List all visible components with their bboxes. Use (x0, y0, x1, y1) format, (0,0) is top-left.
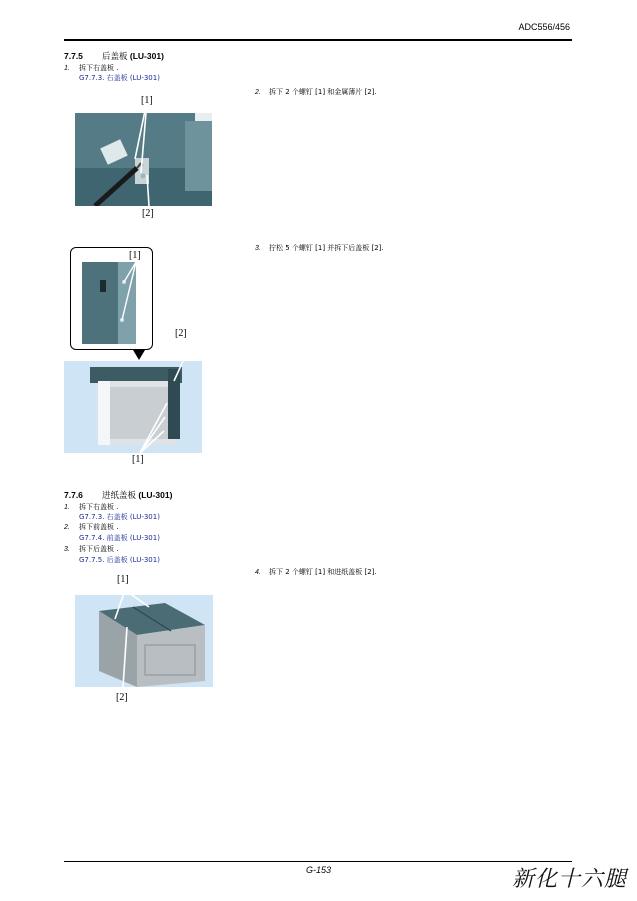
callout-label-2: [2] (175, 328, 187, 339)
photo-rear-cover (64, 361, 202, 453)
callout-label-2: [2] (116, 692, 128, 703)
cross-reference-link[interactable]: G7.7.3. 右盖板 (LU-301) (79, 74, 160, 82)
instruction-step-2: 2. 拆下 2 个螺钉 [1] 和金属薄片 [2]. (255, 88, 377, 96)
step-item: 1. 拆下右盖板 . (64, 64, 119, 72)
cross-reference-link[interactable]: G7.7.3. 右盖板 (LU-301) (79, 513, 160, 521)
section-number: 7.7.6 (64, 490, 83, 500)
instruction-step-4: 4. 拆下 2 个螺钉 [1] 和进纸盖板 [2]. (255, 568, 377, 576)
step-item: 1. 拆下右盖板 . (64, 503, 119, 511)
watermark-signature: 新化十六腿 (511, 867, 627, 892)
step-item: 3. 拆下后盖板 . (64, 545, 119, 553)
header-rule (64, 39, 572, 41)
document-model-header: ADC556/456 (518, 22, 570, 32)
inset-pointer (133, 350, 145, 360)
callout-label-1-bottom: [1] (132, 454, 144, 465)
section-title-7-7-6 (64, 489, 172, 501)
step-item: 2. 拆下前盖板 . (64, 523, 119, 531)
photo-screw-removal (75, 113, 212, 206)
photo-inset-screws (82, 262, 136, 344)
photo-feed-cover (75, 595, 213, 687)
callout-label-1-inset: [1] (129, 250, 141, 261)
section-number: 7.7.5 (64, 51, 83, 61)
footer-rule (64, 861, 572, 862)
section-title-cn: 后盖板 (102, 52, 128, 62)
cross-reference-link[interactable]: G7.7.5. 后盖板 (LU-301) (79, 556, 160, 564)
section-title-7-7-5 (64, 50, 164, 62)
section-title-code: (LU-301) (138, 490, 173, 500)
callout-label-1: [1] (141, 95, 153, 106)
instruction-step-3: 3. 拧松 5 个螺钉 [1] 并拆下后盖板 [2]. (255, 244, 384, 252)
section-title-cn: 进纸盖板 (102, 491, 137, 501)
cross-reference-link[interactable]: G7.7.4. 前盖板 (LU-301) (79, 534, 160, 542)
callout-label-2: [2] (142, 208, 154, 219)
section-title-code: (LU-301) (129, 51, 164, 61)
callout-label-1: [1] (117, 574, 129, 585)
page-number: G-153 (305, 865, 331, 875)
